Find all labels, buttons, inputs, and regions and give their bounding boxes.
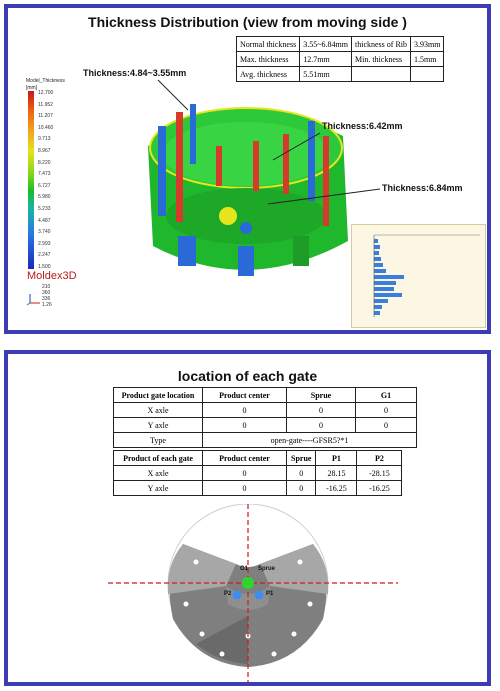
extra-value: 336 [42,296,51,302]
legend-tick: 2.993 [38,240,51,247]
legend-tick: 8.967 [38,148,51,154]
table-row [114,418,417,433]
legend-tick: 10.460 [38,124,54,131]
legend-tick: 11.952 [38,101,53,108]
table-row [114,466,402,481]
gate-label-p1: P1 [266,591,274,597]
table-row [114,433,417,448]
gate-layout-diagram [108,504,398,684]
thickness-panel [4,4,491,334]
legend-tick: 6.727 [38,182,51,189]
legend-tick: 2.247 [38,252,51,259]
legend-tick: 5.233 [38,206,51,212]
info-cell: 5.51mm [300,67,352,82]
cell: 28.15 [316,466,357,481]
legend-tick: 5.980 [38,194,51,201]
header-cell: Sprue [287,388,356,403]
moldex3d-logo: Moldex3D [27,270,77,282]
legend-tick: 9.713 [38,136,51,143]
header-cell: Product center [203,451,287,466]
table-header-row [114,451,402,466]
cell: 0 [287,481,316,496]
sprue-marker [242,577,254,589]
gate-location-title: location of each gate [177,368,318,384]
row-label: X axle [114,466,203,481]
header-cell: Product of each gate [114,451,203,466]
cell: 0 [203,481,287,496]
table-row [114,403,417,418]
legend-tick: 1.500 [38,264,51,270]
cell: 0 [203,466,287,481]
header-cell: G1 [356,388,417,403]
header-cell: P2 [357,451,402,466]
info-cell: 1.5mm [411,52,444,67]
gate-location-table [113,387,417,448]
legend-unit: [mm] [26,85,38,91]
cell: 0 [203,418,287,433]
legend-tick: 12.700 [38,90,54,96]
gate-p1-marker [255,591,264,600]
row-label: Y axle [114,481,203,496]
extra-value: 210 [42,284,51,290]
header-cell: Sprue [287,451,316,466]
gate-location-panel [4,350,491,686]
legend-tick: 7.473 [38,171,51,178]
gate-coordinates-table [113,450,402,496]
type-value: open-gate----GFSR5?*1 [203,433,417,448]
info-cell: 3.93mm [411,37,444,52]
cell: 0 [287,466,316,481]
info-cell: Max. thickness [237,52,300,67]
annotation-thickness-6-42: Thickness:6.42mm [322,121,403,131]
info-cell: Avg. thickness [237,67,300,82]
type-label: Type [114,433,203,448]
thickness-distribution-inset [351,224,486,328]
info-cell: Min. thickness [352,52,411,67]
extra-value: 360 [42,290,51,296]
header-cell: P1 [316,451,357,466]
cell: 0 [287,418,356,433]
gate-label-sprue: Sprue [258,566,276,572]
gate-label-g1: G1 [240,566,249,572]
annotation-thickness-range: Thickness:4.84~3.55mm [83,68,187,78]
row-label: X axle [114,403,203,418]
legend-tick: 4.487 [38,217,51,224]
row-label: Y axle [114,418,203,433]
inset-histogram [352,225,485,327]
cell: -28.15 [357,466,402,481]
legend-tick: 8.220 [38,159,51,166]
header-cell: Product center [203,388,287,403]
annotation-thickness-6-84: Thickness:6.84mm [382,183,463,193]
cell: 0 [356,403,417,418]
cell: 0 [287,403,356,418]
legend-tick: 3.740 [38,229,51,236]
gate-label-p2: P2 [224,591,232,597]
cell: -16.25 [357,481,402,496]
cell: 0 [356,418,417,433]
thickness-title: Thickness Distribution (view from moving side ) [88,14,407,30]
header-cell: Product gate location [114,388,203,403]
info-cell: thickness of Rib [352,37,411,52]
info-cell: 3.55~6.84mm [300,37,352,52]
table-header-row [114,388,417,403]
cell: 0 [203,403,287,418]
extra-value: 1.26 [42,302,52,308]
legend-tick: 11.207 [38,113,53,120]
info-cell: 12.7mm [300,52,352,67]
info-cell: Normal thickness [237,37,300,52]
gate-p2-marker [233,591,242,600]
table-row [114,481,402,496]
legend-title: Model_Thickness [26,78,65,84]
cell: -16.25 [316,481,357,496]
